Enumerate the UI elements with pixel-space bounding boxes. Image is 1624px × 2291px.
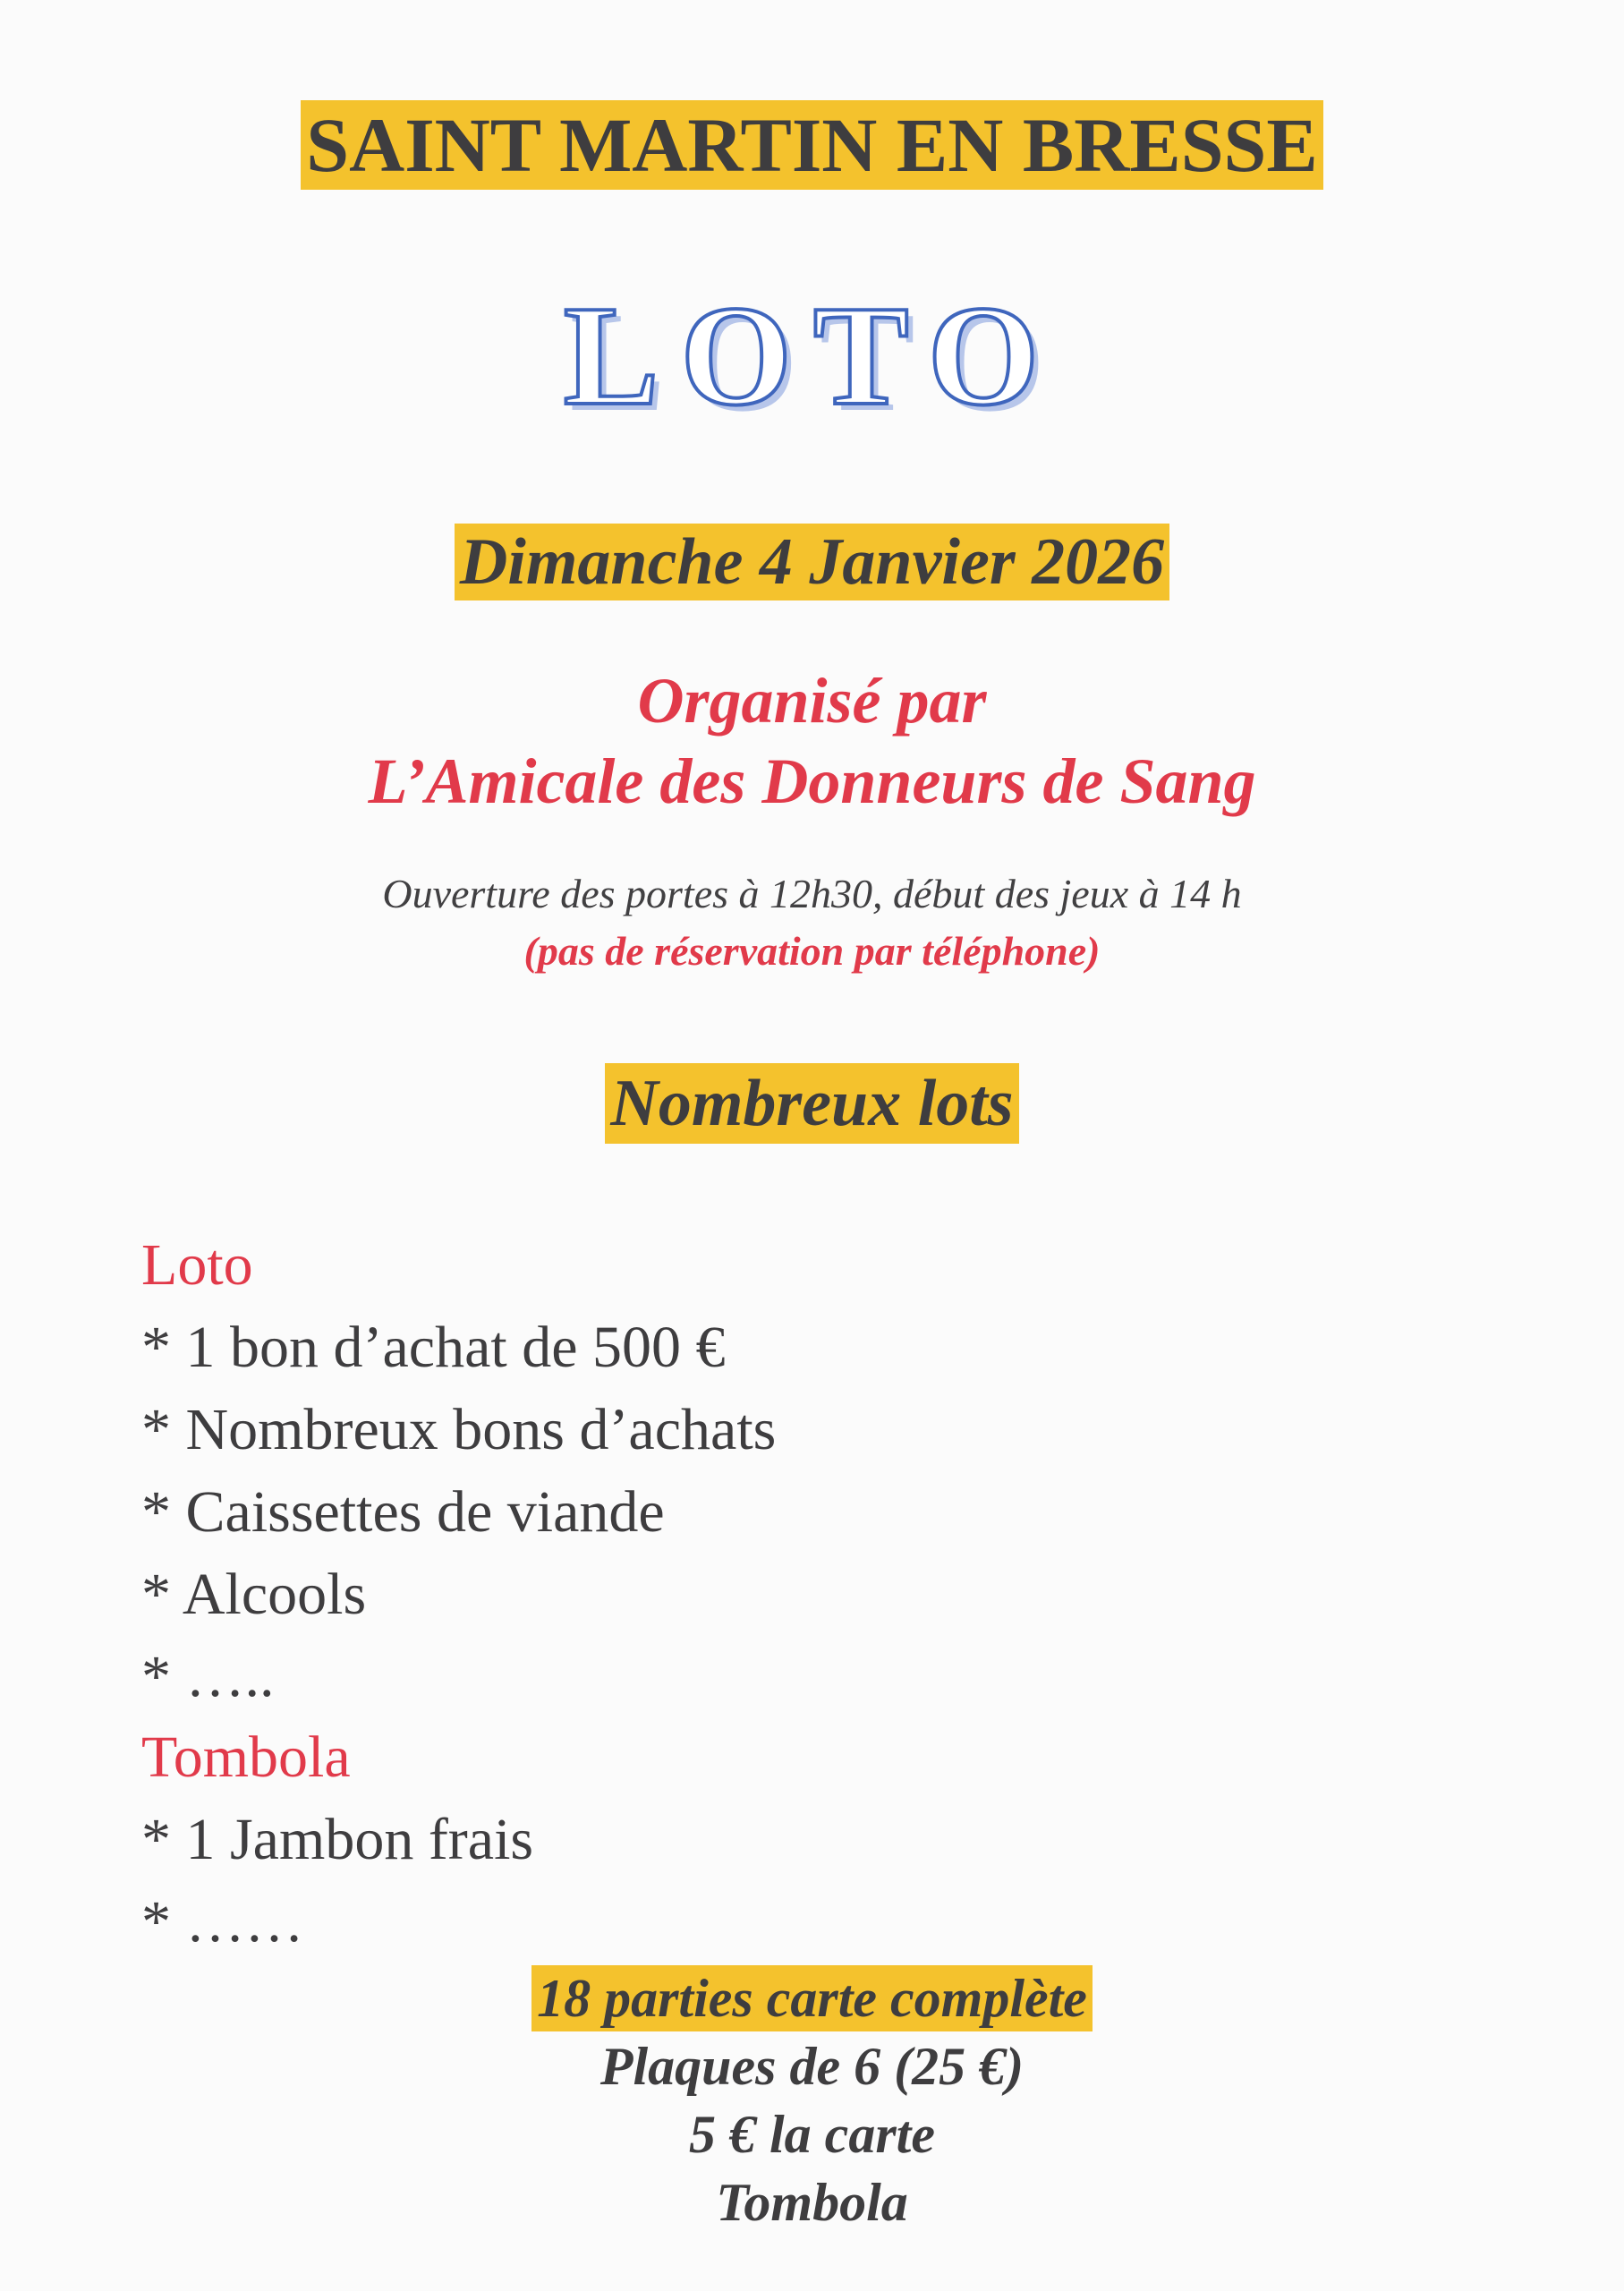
loto-prize-list [141, 1224, 1305, 1718]
loto-heading: Loto [141, 1232, 253, 1298]
list-item: * 1 bon d’achat de 500 € [141, 1315, 726, 1380]
opening-hours: Ouverture des portes à 12h30, début des jeux à 14 h [382, 871, 1242, 916]
date-highlight: Dimanche 4 Janvier 2026 [455, 524, 1169, 600]
list-item: * Nombreux bons d’achats [141, 1397, 777, 1462]
town-title [0, 100, 1624, 190]
list-item: * Alcools [141, 1562, 367, 1627]
organizer-name: L’Amicale des Donneurs de Sang [368, 745, 1256, 817]
tombola-heading: Tombola [141, 1725, 351, 1790]
games-highlight: 18 parties carte complète [531, 1965, 1093, 2031]
event-date [0, 524, 1624, 600]
prizes-heading [0, 1063, 1624, 1144]
organizer-intro: Organisé par [637, 665, 987, 737]
list-item: * …… [141, 1889, 304, 1955]
town-highlight: SAINT MARTIN EN BRESSE [301, 100, 1322, 190]
card-price: 5 € la carte [689, 2105, 935, 2164]
no-reservation-note: (pas de réservation par téléphone) [523, 928, 1101, 974]
tombola-prize-list [141, 1716, 1305, 1963]
list-item: * ….. [141, 1644, 275, 1709]
prizes-highlight: Nombreux lots [605, 1063, 1018, 1144]
games-count [0, 1965, 1624, 2031]
tombola-footer: Tombola [716, 2173, 908, 2232]
list-item: * Caissettes de viande [141, 1479, 665, 1545]
plates-price: Plaques de 6 (25 €) [599, 2037, 1025, 2096]
event-title: LOTO [563, 276, 1061, 435]
list-item: * 1 Jambon frais [141, 1807, 534, 1872]
